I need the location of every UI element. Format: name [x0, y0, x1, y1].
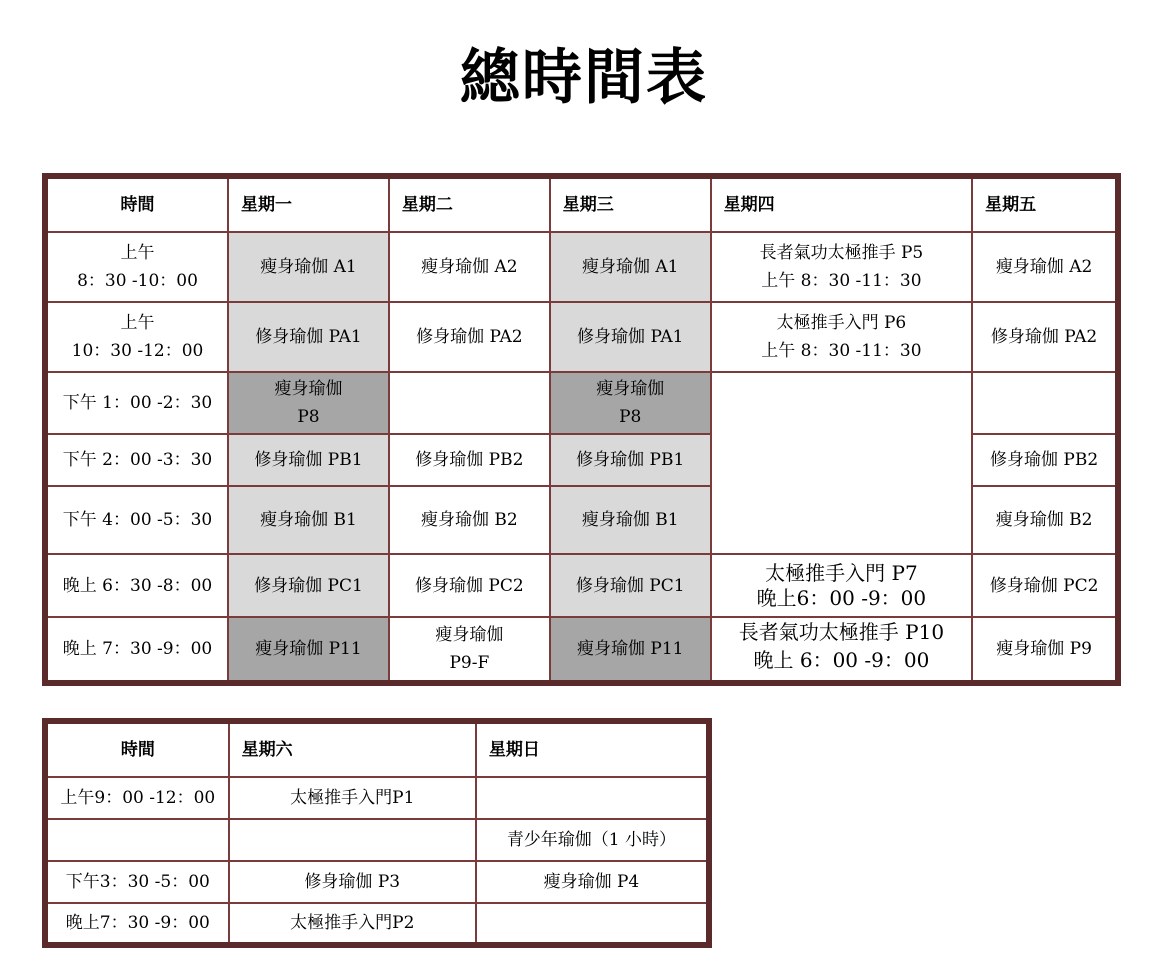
header-row — [45, 721, 709, 777]
class-cell: 瘦身瑜伽 A2 — [389, 232, 550, 302]
class-cell: 瘦身瑜伽 P11 — [550, 617, 711, 683]
header-wednesday: 星期三 — [550, 176, 711, 232]
class-cell: 瘦身瑜伽 A2 — [972, 232, 1118, 302]
time-range: 10：30 -12：00 — [71, 341, 204, 361]
class-time: 上午 8：30 -11：30 — [761, 271, 922, 291]
class-cell: 修身瑜伽 PA1 — [550, 302, 711, 372]
class-cell: 修身瑜伽 PB1 — [550, 434, 711, 486]
class-cell — [476, 903, 709, 945]
class-cell — [476, 777, 709, 819]
header-row — [45, 176, 1118, 232]
class-cell: 瘦身瑜伽 B1 — [550, 486, 711, 554]
class-cell — [711, 302, 972, 372]
time-slot — [45, 302, 228, 372]
table-row — [45, 861, 709, 903]
table-row — [45, 777, 709, 819]
empty-cell — [972, 372, 1118, 434]
empty-cell — [389, 372, 550, 434]
header-tuesday: 星期二 — [389, 176, 550, 232]
class-cell: 瘦身瑜伽 P9 — [972, 617, 1118, 683]
time-slot — [45, 232, 228, 302]
class-cell: 修身瑜伽 PB1 — [228, 434, 389, 486]
time-label: 上午 — [120, 313, 155, 333]
class-cell: 太極推手入門P2 — [229, 903, 476, 945]
class-time: 晚上6：00 -9：00 — [756, 585, 927, 610]
class-name: 太極推手入門 P7 — [765, 560, 918, 585]
time-slot: 上午9：00 -12：00 — [45, 777, 229, 819]
class-cell: 太極推手入門P1 — [229, 777, 476, 819]
class-name: 瘦身瑜伽 — [596, 379, 665, 399]
class-name: 太極推手入門 P6 — [776, 313, 907, 333]
time-slot: 下午 1：00 -2：30 — [45, 372, 228, 434]
time-slot — [45, 819, 229, 861]
time-slot: 下午 4：00 -5：30 — [45, 486, 228, 554]
class-cell: 瘦身瑜伽 A1 — [550, 232, 711, 302]
class-cell: 修身瑜伽 PA1 — [228, 302, 389, 372]
header-friday: 星期五 — [972, 176, 1118, 232]
class-name: 瘦身瑜伽 — [274, 379, 343, 399]
class-cell — [550, 372, 711, 434]
class-cell: 修身瑜伽 PA2 — [972, 302, 1118, 372]
time-slot: 晚上 7：30 -9：00 — [45, 617, 228, 683]
class-cell: 修身瑜伽 PA2 — [389, 302, 550, 372]
class-cell — [711, 617, 972, 683]
class-cell — [711, 554, 972, 617]
class-cell: 修身瑜伽 PC2 — [389, 554, 550, 617]
table-row — [45, 372, 1118, 434]
class-cell: 瘦身瑜伽 P4 — [476, 861, 709, 903]
class-cell: 修身瑜伽 P3 — [229, 861, 476, 903]
time-slot: 晚上7：30 -9：00 — [45, 903, 229, 945]
time-slot: 下午 2：00 -3：30 — [45, 434, 228, 486]
class-cell — [228, 372, 389, 434]
class-cell: 瘦身瑜伽 B2 — [389, 486, 550, 554]
table-row — [45, 302, 1118, 372]
header-monday: 星期一 — [228, 176, 389, 232]
time-label: 上午 — [120, 243, 155, 263]
header-sunday: 星期日 — [476, 721, 709, 777]
table-row — [45, 819, 709, 861]
empty-cell — [711, 372, 972, 554]
class-cell — [711, 232, 972, 302]
class-cell: 修身瑜伽 PC2 — [972, 554, 1118, 617]
class-cell: 修身瑜伽 PB2 — [389, 434, 550, 486]
header-saturday: 星期六 — [229, 721, 476, 777]
class-code: P8 — [297, 407, 320, 427]
weekday-schedule-table — [42, 173, 1121, 686]
time-slot: 晚上 6：30 -8：00 — [45, 554, 228, 617]
table-row — [45, 232, 1118, 302]
class-time: 晚上 6：00 -9：00 — [753, 648, 930, 672]
class-code: P8 — [619, 407, 642, 427]
class-cell — [389, 617, 550, 683]
header-time: 時間 — [45, 176, 228, 232]
weekend-schedule-table — [42, 718, 712, 948]
class-cell: 瘦身瑜伽 B2 — [972, 486, 1118, 554]
class-cell — [229, 819, 476, 861]
table-row — [45, 617, 1118, 683]
page-title: 總時間表 — [460, 43, 708, 113]
time-range: 8：30 -10：00 — [77, 271, 198, 291]
class-code: P9-F — [449, 653, 490, 673]
class-name: 瘦身瑜伽 — [435, 625, 504, 645]
class-name: 長者氣功太極推手 P5 — [759, 243, 924, 263]
class-cell: 瘦身瑜伽 A1 — [228, 232, 389, 302]
class-cell: 修身瑜伽 PB2 — [972, 434, 1118, 486]
time-slot: 下午3：30 -5：00 — [45, 861, 229, 903]
class-cell: 瘦身瑜伽 P11 — [228, 617, 389, 683]
table-row — [45, 903, 709, 945]
class-cell: 修身瑜伽 PC1 — [550, 554, 711, 617]
header-time: 時間 — [45, 721, 229, 777]
header-thursday: 星期四 — [711, 176, 972, 232]
table-row — [45, 554, 1118, 617]
class-time: 上午 8：30 -11：30 — [761, 341, 922, 361]
class-cell: 青少年瑜伽（1 小時） — [476, 819, 709, 861]
class-cell: 修身瑜伽 PC1 — [228, 554, 389, 617]
class-cell: 瘦身瑜伽 B1 — [228, 486, 389, 554]
class-name: 長者氣功太極推手 P10 — [738, 620, 945, 644]
